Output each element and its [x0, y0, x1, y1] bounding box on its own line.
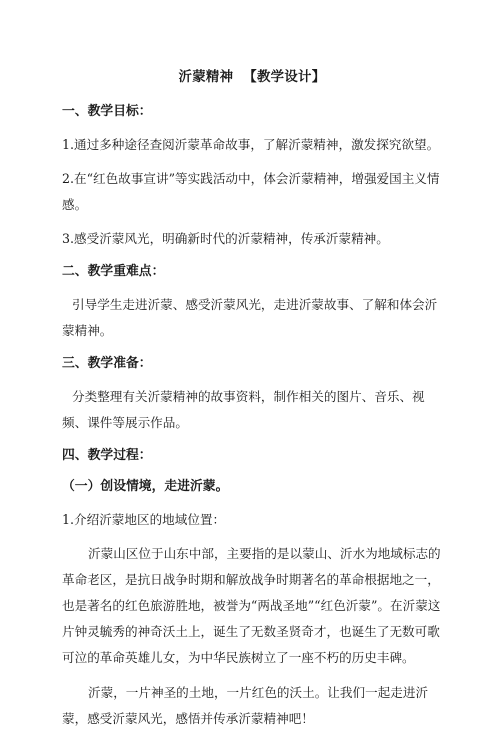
key-points-text: 引导学生走进沂蒙、感受沂蒙风光，走进沂蒙故事、了解和体会沂蒙精神。: [62, 297, 438, 338]
closing-paragraph: 沂蒙，一片神圣的土地，一片红色的沃土。让我们一起走进沂蒙，感受沂蒙风光，感悟并传承沂蒙精神吧！: [62, 685, 429, 726]
objective-item-1: 1.通过多种途径查阅沂蒙革命故事，了解沂蒙精神，激发探究欲望。: [62, 137, 440, 152]
title-main: 沂蒙精神: [178, 69, 234, 85]
section-heading-process: 四、教学过程：: [62, 448, 152, 463]
process-item-1: 1.介绍沂蒙地区的地域位置：: [62, 512, 226, 527]
objective-item-3: 3.感受沂蒙风光，明确新时代的沂蒙精神，传承沂蒙精神。: [62, 231, 389, 246]
region-intro-paragraph: 沂蒙山区位于山东中部，主要指的是以蒙山、沂水为地域标志的革命老区，是抗日战争时期和解放战争时期著名的革命根据地之一，也是著名的红色旅游胜地，被誉为“两战圣地”“红色沂蒙”。在沂蒙这片钟灵毓秀的神奇沃土上，诞生了无数圣贤奇才，也诞生了无数可歌可泣的革命英雄儿女，为中华民族树立了一座不朽的历史丰碑。: [62, 546, 441, 665]
preparation-text: 分类整理有关沂蒙精神的故事资料，制作相关的图片、音乐、视频、课件等展示作品。: [62, 389, 425, 430]
section-heading-preparation: 三、教学准备：: [62, 356, 152, 371]
subsection-heading-scene: （一）创设情境，走进沂蒙。: [62, 479, 229, 494]
objective-item-2: 2.在“红色故事宣讲”等实践活动中，体会沂蒙精神，增强爱国主义情感。: [62, 171, 440, 212]
title-tag: 【教学设计】: [243, 69, 326, 85]
section-heading-objectives: 一、教学目标：: [62, 104, 152, 119]
document-title: [62, 66, 442, 85]
section-heading-key-points: 二、教学重难点：: [62, 264, 165, 279]
